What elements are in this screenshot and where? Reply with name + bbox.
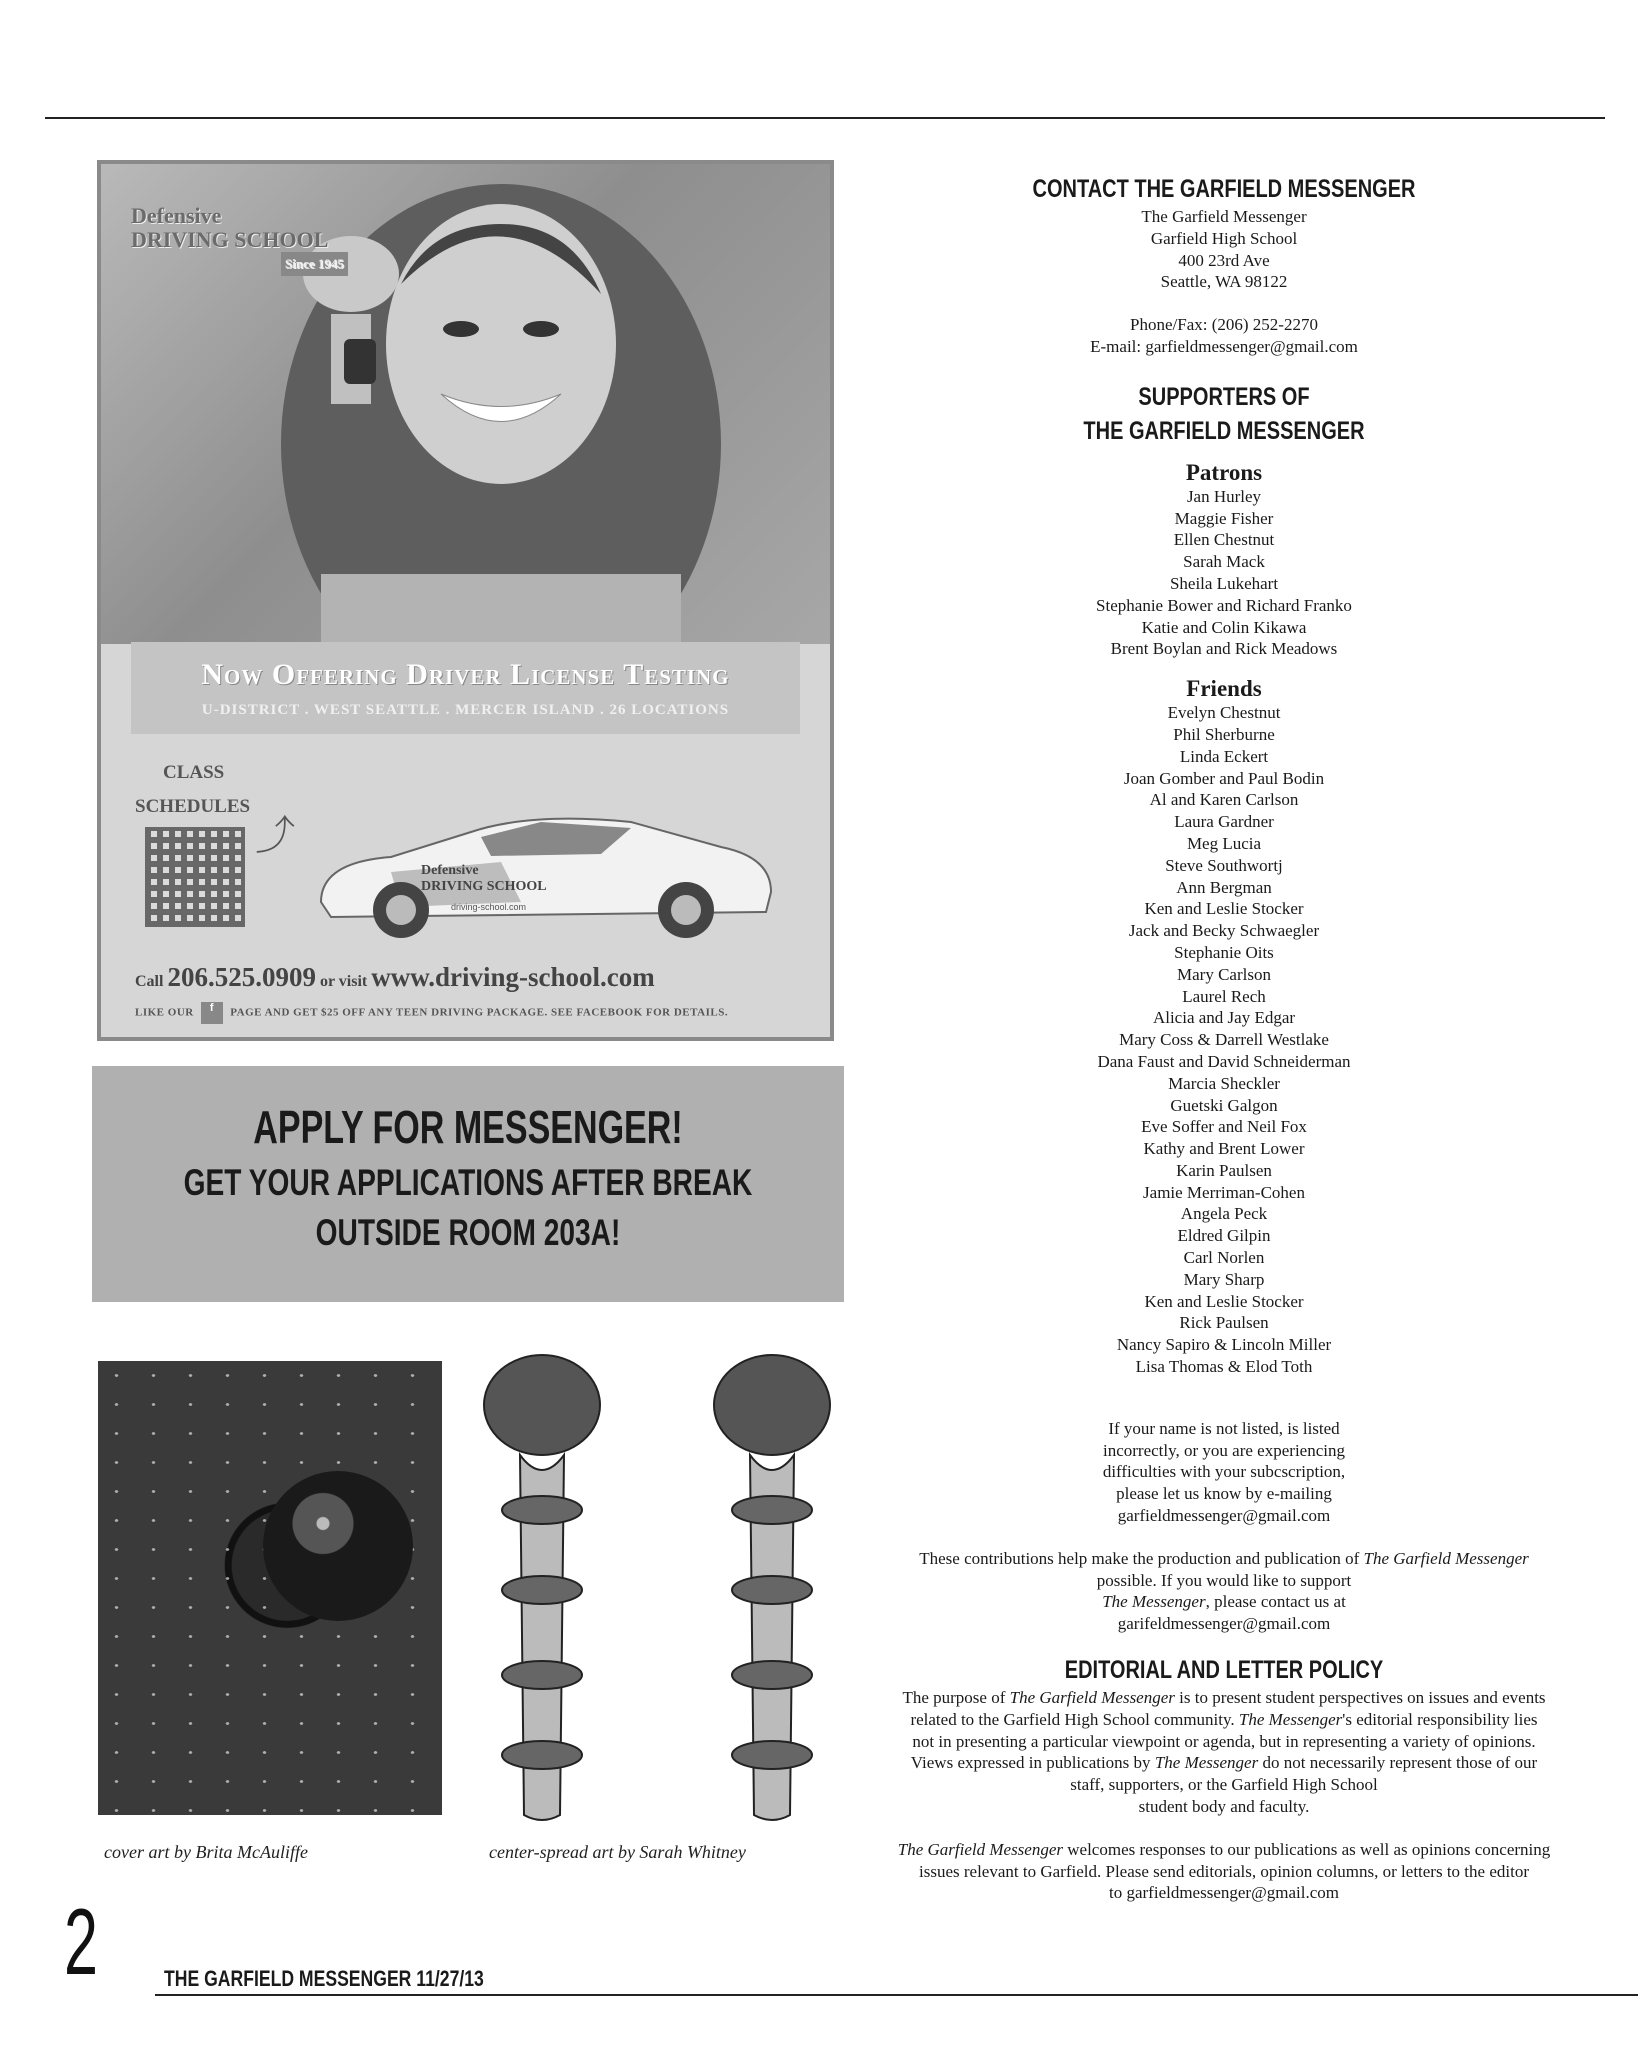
- friend-name: Kathy and Brent Lower: [1143, 1139, 1305, 1159]
- like-prefix: LIKE OUR: [135, 1006, 194, 1019]
- friend-name: Karin Paulsen: [1176, 1160, 1272, 1180]
- policy-paragraph-2: [860, 1839, 1588, 1904]
- contact-phone: Phone/Fax: (206) 252-2270: [1130, 315, 1318, 335]
- patron-name: Brent Boylan and Rick Meadows: [1110, 639, 1338, 659]
- friend-name: Jack and Becky Schwaegler: [1128, 921, 1320, 941]
- logo-since: Since 1945: [281, 252, 348, 276]
- apply-line2: GET YOUR APPLICATIONS AFTER BREAK: [183, 1162, 753, 1203]
- contact-heading: CONTACT THE GARFIELD MESSENGER: [1032, 175, 1416, 203]
- friend-name: Evelyn Chestnut: [1167, 703, 1281, 723]
- friend-name: Eldred Gilpin: [1177, 1226, 1271, 1246]
- policy-heading: EDITORIAL AND LETTER POLICY: [1064, 1656, 1384, 1685]
- schedules-label: SCHEDULES: [135, 796, 251, 817]
- friend-name: Meg Lucia: [1186, 833, 1262, 853]
- friend-name: Al and Karen Carlson: [1149, 790, 1299, 810]
- contrib-text: These contributions help make the production and publication of: [919, 1548, 1364, 1568]
- ad-phone: 206.525.0909: [167, 962, 316, 992]
- friend-name: Dana Faust and David Schneiderman: [1097, 1051, 1351, 1071]
- policy-text: student body and faculty.: [1138, 1797, 1310, 1817]
- contact-line: Seattle, WA 98122: [1160, 272, 1288, 292]
- patron-name: Jan Hurley: [1186, 486, 1262, 506]
- friend-name: Carl Norlen: [1183, 1248, 1265, 1268]
- contrib-text-2: , please contact us at: [1205, 1592, 1346, 1612]
- apply-line1: APPLY FOR MESSENGER!: [253, 1101, 683, 1153]
- page-number: 2: [64, 1889, 98, 1994]
- ad-website-link[interactable]: www.driving-school.com: [371, 962, 655, 992]
- friend-name: Mary Coss & Darrell Westlake: [1119, 1030, 1329, 1050]
- policy-text: is to present student perspectives on issues and events: [1174, 1688, 1546, 1708]
- logo-line1: Defensive: [131, 203, 222, 228]
- policy-line: [860, 1882, 1588, 1904]
- contrib-line3: [860, 1591, 1588, 1613]
- policy-text: not in presenting a particular viewpoint or agenda, but in representing a variety of opinions.: [912, 1731, 1536, 1751]
- policy-text: The purpose of: [902, 1688, 1010, 1708]
- car-url: driving-school.com: [451, 902, 527, 912]
- policy-line: [860, 1731, 1588, 1753]
- policy-text: staff, supporters, or the Garfield High School: [1070, 1775, 1378, 1795]
- ad-headline: Now Offering Driver License Testing: [201, 658, 730, 691]
- policy-text: issues relevant to Garfield. Please send editorials, opinion columns, or letters to the editor: [919, 1861, 1529, 1881]
- publication-name: The Garfield Messenger: [1009, 1688, 1175, 1708]
- publication-name: The Messenger: [1238, 1709, 1343, 1729]
- patrons-list: [860, 486, 1588, 660]
- contrib-publication: The Garfield Messenger: [1363, 1548, 1529, 1568]
- friend-name: Guetski Galgon: [1170, 1095, 1278, 1115]
- friend-name: Mary Carlson: [1177, 964, 1271, 984]
- friend-name: Ken and Leslie Stocker: [1144, 899, 1304, 919]
- ad-locations: U-DISTRICT . WEST SEATTLE . MERCER ISLAND . 26 LOCATIONS: [201, 702, 730, 718]
- driving-school-ad: [97, 160, 834, 1041]
- center-spread-caption: center-spread art by Sarah Whitney: [489, 1842, 746, 1862]
- ornament-image: [263, 1471, 413, 1621]
- supporters-heading-2: THE GARFIELD MESSENGER: [1083, 416, 1365, 445]
- class-label: CLASS: [163, 762, 225, 783]
- notice-line: please let us know by e-mailing: [1116, 1484, 1332, 1504]
- friend-name: Angela Peck: [1180, 1204, 1268, 1224]
- friend-name: Ann Bergman: [1176, 877, 1272, 897]
- car-brand-line2: DRIVING SCHOOL: [421, 879, 547, 894]
- friend-name: Rick Paulsen: [1179, 1313, 1269, 1333]
- contact-line: Garfield High School: [1150, 228, 1298, 248]
- notice-line: difficulties with your subcscription,: [1102, 1462, 1346, 1482]
- friend-name: Stephanie Oits: [1174, 942, 1274, 962]
- bottom-rule: [155, 1994, 1638, 1996]
- or-visit: or visit: [319, 973, 368, 990]
- car-brand-line1: Defensive: [421, 863, 479, 878]
- friend-name: Mary Sharp: [1183, 1269, 1265, 1289]
- supporters-heading: SUPPORTERS OF: [1138, 382, 1310, 411]
- policy-line: [860, 1861, 1588, 1883]
- center-spread-art-image: [480, 1345, 850, 1827]
- friends-list: [860, 702, 1588, 1378]
- patron-name: Sheila Lukehart: [1169, 573, 1279, 593]
- ad-logo: [131, 204, 348, 276]
- apply-box: [92, 1066, 844, 1302]
- policy-text: 's editorial responsibility lies: [1342, 1709, 1538, 1729]
- patron-name: Maggie Fisher: [1174, 508, 1274, 528]
- policy-line: [860, 1774, 1588, 1796]
- notice-line: garfieldmessenger@gmail.com: [1117, 1506, 1331, 1526]
- policy-text: do not necessarily represent those of our: [1258, 1753, 1538, 1773]
- friend-name: Linda Eckert: [1179, 746, 1269, 766]
- policy-line: [860, 1752, 1588, 1774]
- policy-line: [860, 1796, 1588, 1818]
- apply-line3: OUTSIDE ROOM 203A!: [315, 1212, 621, 1253]
- top-rule: [45, 117, 1605, 119]
- friend-name: Eve Soffer and Neil Fox: [1141, 1117, 1307, 1137]
- friend-name: Nancy Sapiro & Lincoln Miller: [1116, 1335, 1332, 1355]
- ad-facebook-line: [135, 1002, 728, 1024]
- policy-text: to garfieldmessenger@gmail.com: [1109, 1883, 1339, 1903]
- friend-name: Jamie Merriman-Cohen: [1143, 1182, 1305, 1202]
- patron-name: Ellen Chestnut: [1173, 530, 1275, 550]
- friend-name: Marcia Sheckler: [1168, 1073, 1280, 1093]
- friend-name: Ken and Leslie Stocker: [1144, 1291, 1304, 1311]
- contrib-email[interactable]: garifeldmessenger@gmail.com: [1117, 1614, 1331, 1634]
- policy-line: [860, 1687, 1588, 1709]
- policy-text: Views expressed in publications by: [910, 1753, 1155, 1773]
- ad-call-line: [135, 962, 655, 993]
- friend-name: Laura Gardner: [1174, 812, 1274, 832]
- contact-line: The Garfield Messenger: [1141, 207, 1307, 226]
- friend-name: Steve Southwortj: [1165, 855, 1283, 875]
- friend-name: Joan Gomber and Paul Bodin: [1123, 768, 1325, 788]
- arrow-icon: ⤴: [255, 813, 295, 858]
- policy-paragraph-1: [860, 1687, 1588, 1818]
- cover-art-caption: cover art by Brita McAuliffe: [104, 1842, 308, 1862]
- cover-art-image: [98, 1361, 442, 1815]
- policy-text: welcomes responses to our publications as well as opinions concerning: [1063, 1839, 1551, 1859]
- notice-line: incorrectly, or you are experiencing: [1103, 1440, 1345, 1460]
- contact-line: 400 23rd Ave: [1178, 250, 1270, 270]
- contrib-line1: [860, 1548, 1588, 1570]
- friend-name: Lisa Thomas & Elod Toth: [1135, 1357, 1313, 1377]
- footer-title: THE GARFIELD MESSENGER 11/27/13: [164, 1966, 484, 1991]
- friend-name: Alicia and Jay Edgar: [1152, 1008, 1296, 1028]
- right-column: [860, 172, 1588, 1904]
- policy-line: [860, 1709, 1588, 1731]
- publication-name: The Messenger: [1154, 1753, 1259, 1773]
- listing-notice: [860, 1418, 1588, 1527]
- policy-text: related to the Garfield High School community.: [910, 1709, 1239, 1729]
- logo-line2: DRIVING SCHOOL: [131, 227, 329, 252]
- friend-name: Phil Sherburne: [1173, 724, 1275, 744]
- publication-name: The Garfield Messenger: [897, 1839, 1064, 1859]
- qr-code[interactable]: [145, 827, 245, 927]
- car-image: [301, 792, 781, 942]
- contact-email[interactable]: E-mail: garfieldmessenger@gmail.com: [1090, 336, 1358, 356]
- ad-banner: [131, 642, 800, 734]
- friend-name: Laurel Rech: [1182, 986, 1266, 1006]
- policy-line: [860, 1839, 1588, 1861]
- contrib-line2: possible. If you would like to support: [1096, 1570, 1352, 1590]
- like-suffix: PAGE AND GET $25 OFF ANY TEEN DRIVING PACKAGE. SEE FACEBOOK FOR DETAILS.: [230, 1006, 729, 1019]
- call-prefix: Call: [135, 973, 164, 990]
- facebook-icon[interactable]: f: [201, 1002, 223, 1024]
- patron-name: Stephanie Bower and Richard Franko: [1096, 595, 1352, 615]
- patron-name: Katie and Colin Kikawa: [1141, 617, 1307, 637]
- contrib-publication-short: The Messenger: [1102, 1592, 1206, 1612]
- patrons-title: Patrons: [1185, 459, 1263, 485]
- class-schedules-label: [135, 756, 250, 824]
- patron-name: Sarah Mack: [1183, 552, 1265, 572]
- friends-title: Friends: [1186, 676, 1262, 702]
- notice-line: If your name is not listed, is listed: [1108, 1418, 1340, 1438]
